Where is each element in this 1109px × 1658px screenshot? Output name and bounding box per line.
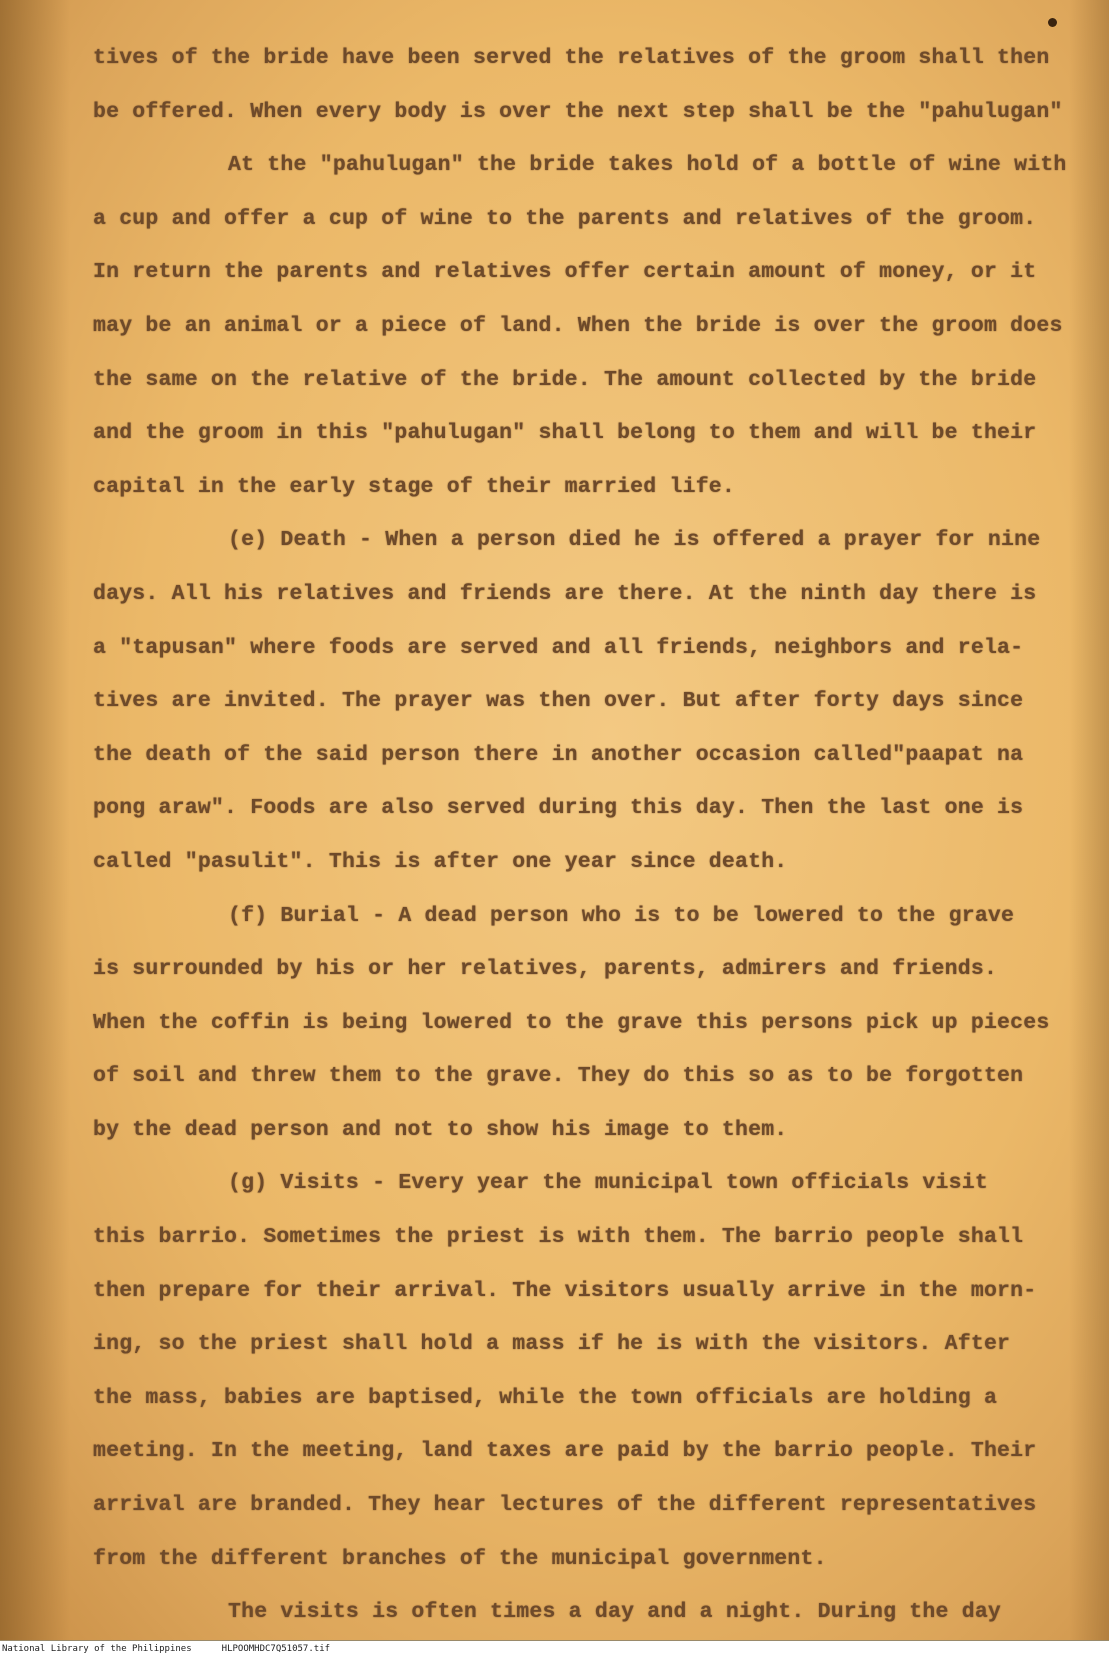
text-line: by the dead person and not to show his image to them.: [93, 1117, 788, 1142]
text-line: is surrounded by his or her relatives, parents, admirers and friends.: [93, 957, 998, 982]
text-line: (f) Burial - A dead person who is to be lowered to the grave: [228, 903, 1015, 928]
text-line: arrival are branded. They hear lectures of the different representatives: [93, 1493, 1037, 1518]
text-line: a cup and offer a cup of wine to the parents and relatives of the groom.: [93, 206, 1037, 231]
text-line: from the different branches of the municipal government.: [93, 1546, 827, 1571]
text-line: (e) Death - When a person died he is offered a prayer for nine: [228, 528, 1041, 553]
text-line: meeting. In the meeting, land taxes are paid by the barrio people. Their: [93, 1439, 1037, 1464]
text-line: of soil and threw them to the grave. They do this so as to be forgotten: [93, 1064, 1024, 1089]
text-line: The visits is often times a day and a night. During the day: [228, 1600, 1002, 1625]
text-line: called "pasulit". This is after one year since death.: [93, 849, 788, 874]
text-line: tives are invited. The prayer was then over. But after forty days since: [93, 689, 1024, 714]
text-line: the same on the relative of the bride. The amount collected by the bride: [93, 367, 1037, 392]
text-line: tives of the bride have been served the relatives of the groom shall then: [93, 46, 1050, 70]
text-line: the death of the said person there in another occasion called"paapat na: [93, 742, 1024, 767]
text-line: the mass, babies are baptised, while the town officials are holding a: [93, 1385, 998, 1410]
scan-footer: [0, 1640, 1109, 1658]
text-line: capital in the early stage of their married life.: [93, 474, 736, 499]
footer-file-id: HLPOOMHDC7Q51057.tif: [221, 1644, 331, 1654]
ink-dot-mark: [1048, 18, 1057, 27]
text-line: then prepare for their arrival. The visitors usually arrive in the morn-: [93, 1278, 1037, 1303]
text-line: pong araw". Foods are also served during this day. Then the last one is: [93, 796, 1024, 821]
text-line: and the groom in this "pahulugan" shall belong to them and will be their: [93, 421, 1037, 446]
text-line: When the coffin is being lowered to the grave this persons pick up pieces: [93, 1010, 1050, 1035]
text-line: be offered. When every body is over the next step shall be the "pahulugan": [93, 99, 1063, 124]
footer-library-name: National Library of the Philippines: [2, 1644, 192, 1654]
text-line: days. All his relatives and friends are there. At the ninth day there is: [93, 581, 1037, 606]
text-line: (g) Visits - Every year the municipal town officials visit: [228, 1171, 988, 1196]
typewritten-text-body: [93, 40, 1083, 1640]
text-line: this barrio. Sometimes the priest is with them. The barrio people shall: [93, 1225, 1024, 1250]
text-line: ing, so the priest shall hold a mass if he is with the visitors. After: [93, 1332, 1011, 1357]
text-line: In return the parents and relatives offer certain amount of money, or it: [93, 260, 1037, 285]
text-line: may be an animal or a piece of land. When the bride is over the groom does: [93, 313, 1063, 338]
text-line: a "tapusan" where foods are served and all friends, neighbors and rela-: [93, 635, 1024, 660]
text-line: At the "pahulugan" the bride takes hold of a bottle of wine with: [228, 153, 1067, 178]
